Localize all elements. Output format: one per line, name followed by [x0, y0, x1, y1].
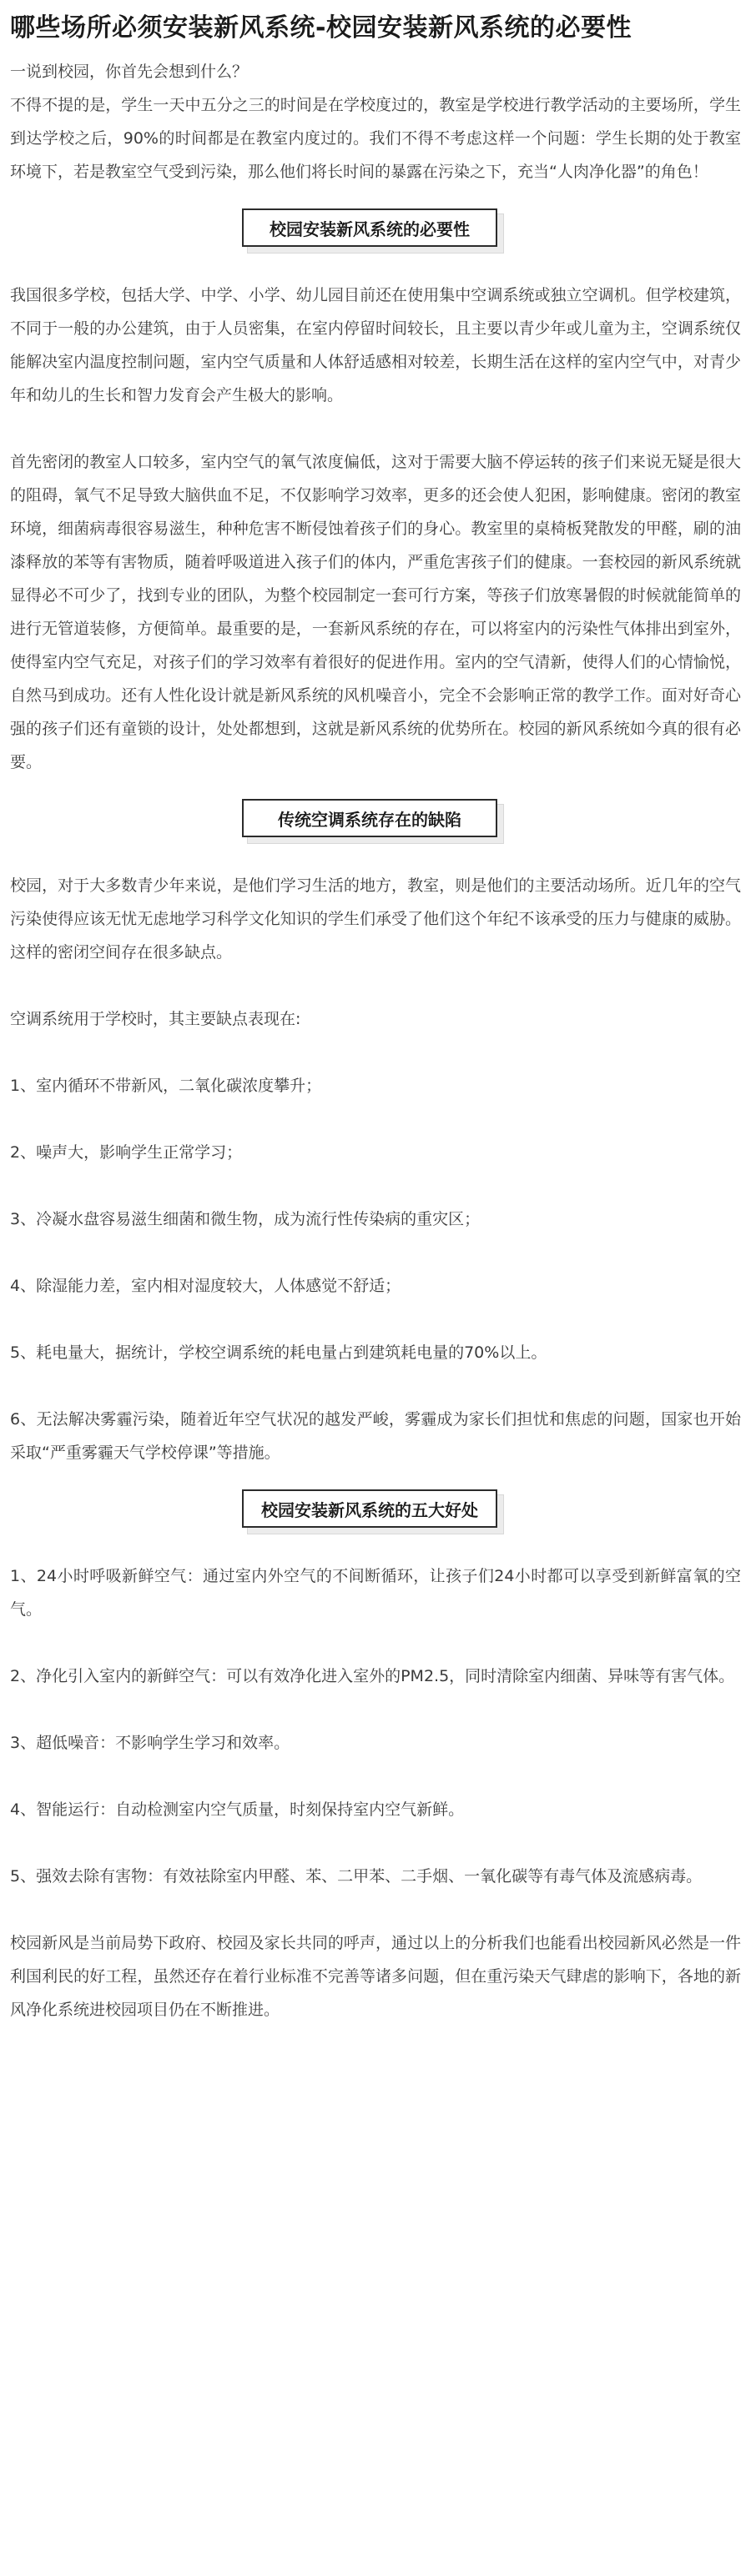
paragraph: 首先密闭的教室人口较多，室内空气的氧气浓度偏低，这对于需要大脑不停运转的孩子们来说无疑是很大的阻碍，氧气不足导致大脑供血不足，不仅影响学习效率，更多的还会使人犯困，影响健康。密闭的教室环境，细菌病毒很容易滋生，种种危害不断侵蚀着孩子们的身心。教室里的桌椅板凳散发的甲醛，刷的油漆释放的苯等有害物质，随着呼吸道进入孩子们的体内，严重危害孩子们的健康。一套校园的新风系统就显得必不可少了，找到专业的团队，为整个校园制定一套可行方案，等孩子们放寒暑假的时候就能简单的进行无管道装修，方便简单。最重要的是，一套新风系统的存在，可以将室内的污染性气体排出到室外，使得室内空气充足，对孩子们的学习效率有着很好的促进作用。室内的空气清新，使得人们的心情愉悦，自然马到成功。还有人性化设计就是新风系统的风机噪音小，完全不会影响正常的教学工作。面对好奇心强的孩子们还有童锁的设计，处处都想到，这就是新风系统的优势所在。校园的新风系统如今真的很有必要。 — [10, 453, 741, 771]
list-item: 4、智能运行：自动检测室内空气质量，时刻保持室内空气新鲜。 — [10, 1800, 465, 1819]
list-item: 2、净化引入室内的新鲜空气：可以有效净化进入室外的PM2.5，同时清除室内细菌、异味等有害气体。 — [10, 1667, 735, 1685]
list-item: 5、强效去除有害物：有效祛除室内甲醛、苯、二甲苯、二手烟、一氧化碳等有毒气体及流感病毒。 — [10, 1867, 703, 1886]
list-item: 4、除湿能力差，室内相对湿度较大，人体感觉不舒适； — [10, 1277, 401, 1295]
section-heading-benefits — [242, 1489, 509, 1539]
heading-label: 校园安装新风系统的必要性 — [242, 208, 497, 247]
heading-label: 校园安装新风系统的五大好处 — [242, 1489, 497, 1528]
section-heading-defects — [242, 799, 509, 849]
list-item: 3、冷凝水盘容易滋生细菌和微生物，成为流行性传染病的重灾区； — [10, 1210, 481, 1228]
paragraph: 校园，对于大多数青少年来说，是他们学习生活的地方，教室，则是他们的主要活动场所。近几年的空气污染使得应该无忧无虑地学习科学文化知识的学生们承受了他们这个年纪不该承受的压力与健康的威胁。这样的密闭空间存在很多缺点。 — [10, 876, 741, 962]
conclusion-paragraph: 校园新风是当前局势下政府、校园及家长共同的呼声，通过以上的分析我们也能看出校园新风必然是一件利国利民的好工程，虽然还存在着行业标准不完善等诸多问题，但在重污染天气肆虐的影响下，各地的新风净化系统进校园项目仍在不断推进。 — [10, 1934, 741, 2019]
article-title: 哪些场所必须安装新风系统-校园安装新风系统的必要性 — [10, 13, 632, 43]
section-heading-necessity — [242, 208, 509, 259]
intro-question: 一说到校园，你首先会想到什么？ — [10, 63, 249, 81]
list-item: 5、耗电量大，据统计，学校空调系统的耗电量占到建筑耗电量的70%以上。 — [10, 1343, 547, 1362]
list-item: 3、超低噪音：不影响学生学习和效率。 — [10, 1734, 290, 1752]
list-item: 1、室内循环不带新风，二氧化碳浓度攀升； — [10, 1077, 322, 1095]
list-item: 1、24小时呼吸新鲜空气：通过室内外空气的不间断循环，让孩子们24小时都可以享受到新鲜富氧的空气。 — [10, 1567, 741, 1619]
list-item: 6、无法解决雾霾污染，随着近年空气状况的越发严峻，雾霾成为家长们担忧和焦虑的问题，国家也开始采取“严重雾霾天气学校停课”等措施。 — [10, 1410, 741, 1462]
paragraph: 空调系统用于学校时，其主要缺点表现在: — [10, 1010, 301, 1028]
list-item: 2、噪声大，影响学生正常学习； — [10, 1143, 243, 1162]
intro-paragraph: 不得不提的是，学生一天中五分之三的时间是在学校度过的，教室是学校进行教学活动的主要场所，学生到达学校之后，90%的时间都是在教室内度过的。我们不得不考虑这样一个问题：学生长期的处于教室环境下，若是教室空气受到污染，那么他们将长时间的暴露在污染之下，充当“人肉净化器”的角色！ — [10, 96, 741, 181]
heading-label: 传统空调系统存在的缺陷 — [242, 799, 497, 837]
paragraph: 我国很多学校，包括大学、中学、小学、幼儿园目前还在使用集中空调系统或独立空调机。但学校建筑，不同于一般的办公建筑，由于人员密集，在室内停留时间较长，且主要以青少年或儿童为主，空调系统仅能解决室内温度控制问题，室内空气质量和人体舒适感相对较差，长期生活在这样的室内空气中，对青少年和幼儿的生长和智力发育会产生极大的影响。 — [10, 286, 741, 404]
